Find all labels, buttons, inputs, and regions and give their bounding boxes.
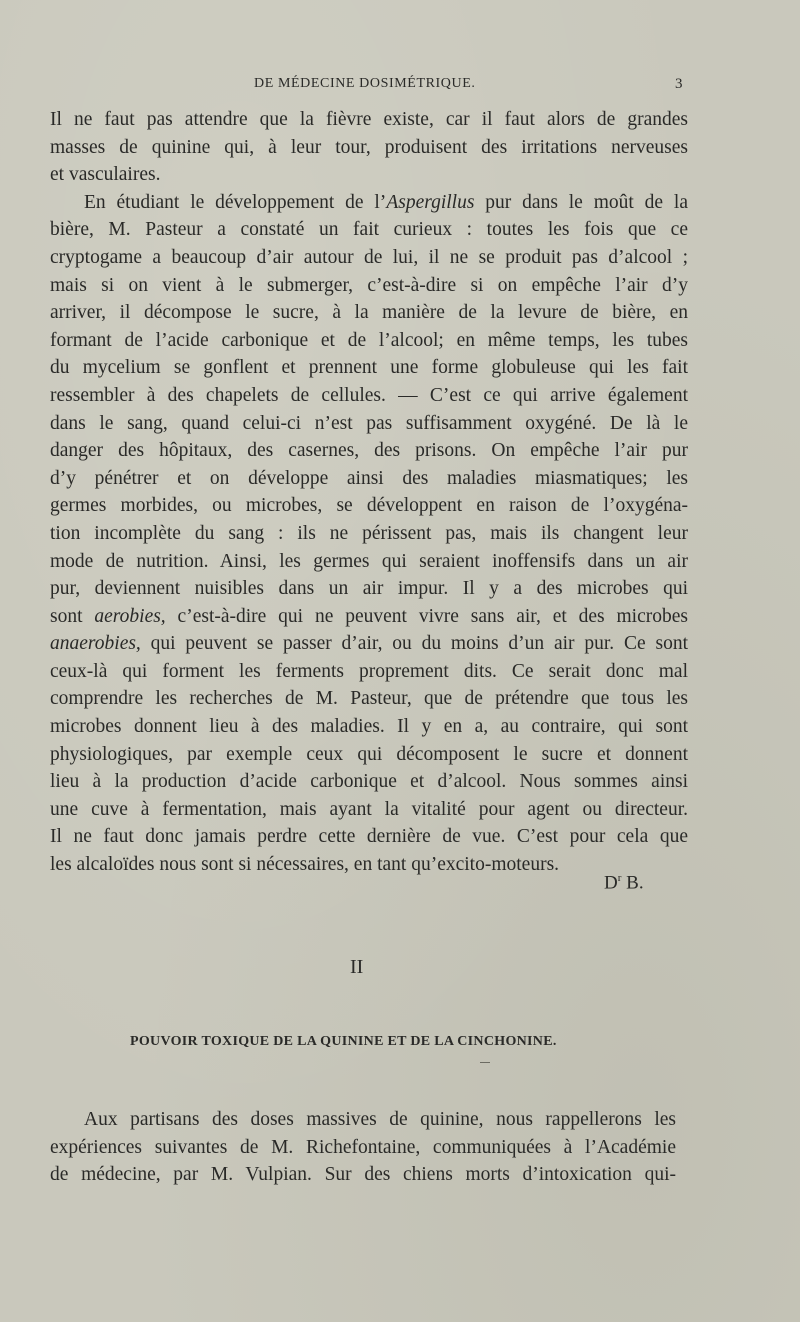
text-line: masses de quinine qui, à leur tour, produisent des irritations nerveuses: [50, 136, 688, 158]
text-line: Il ne faut pas attendre que la fièvre existe, car il faut alors de grandes: [50, 109, 688, 130]
text-line: sont aerobies, c’est-à-dire qui ne peuvent vivre sans air, et des microbes: [50, 605, 688, 627]
text-line: germes morbides, ou microbes, se développent en raison de l’oxygéna-: [50, 495, 688, 517]
text-line: ceux-là qui forment les ferments proprement dits. Ce serait donc mal: [50, 660, 688, 682]
text-line: du mycelium se gonflent et prennent une forme globuleuse qui les fait: [50, 357, 688, 379]
section-title: POUVOIR TOXIQUE DE LA QUININE ET DE LA CINCHONINE.: [130, 1034, 557, 1049]
text-line: En étudiant le développement de l’Aspergillus pur dans le moût de la: [84, 191, 688, 213]
text-line: bière, M. Pasteur a constaté un fait curieux : toutes les fois que ce: [50, 219, 688, 241]
text-line: dans le sang, quand celui-ci n’est pas suffisamment oxygéné. De là le: [50, 412, 688, 434]
italic-term: Aspergillus: [386, 191, 475, 213]
text-line: d’y pénétrer et on développe ainsi des maladies miasmatiques; les: [50, 467, 688, 489]
text-line: anaerobies, qui peuvent se passer d’air, ou du moins d’un air pur. Ce sont: [50, 633, 688, 655]
italic-term: aerobies,: [94, 605, 166, 627]
text-line: physiologiques, par exemple ceux qui décomposent le sucre et donnent: [50, 743, 688, 765]
main-text: [50, 106, 688, 879]
text-line: mais si on vient à le submerger, c’est-à-dire si on empêche l’air d’y: [50, 274, 688, 296]
running-title: DE MÉDECINE DOSIMÉTRIQUE.: [254, 76, 476, 91]
text-line: comprendre les recherches de M. Pasteur, que de prétendre que tous les: [50, 688, 688, 710]
section-number: II: [350, 956, 364, 978]
text-line: expériences suivantes de M. Richefontaine, communiquées à l’Académie: [50, 1136, 676, 1158]
section-text: [50, 1106, 676, 1189]
text-line: lieu à la production d’acide carbonique et d’alcool. Nous sommes ainsi: [50, 771, 688, 793]
page-number: 3: [675, 76, 683, 92]
text-line: microbes donnent lieu à des maladies. Il y en a, au contraire, qui sont: [50, 716, 688, 738]
title-underline: [480, 1062, 490, 1063]
text-line: pur, deviennent nuisibles dans un air impur. Il y a des microbes qui: [50, 578, 688, 600]
text-line: ressembler à des chapelets de cellules. — C’est ce qui arrive également: [50, 384, 688, 406]
text-line: cryptogame a beaucoup d’air autour de lui, il ne se produit pas d’alcool ;: [50, 246, 688, 268]
italic-term: anaerobies,: [50, 633, 141, 655]
author-signature: $D^r$ B.: [604, 872, 644, 894]
text-line: mode de nutrition. Ainsi, les germes qui seraient inoffensifs dans un air: [50, 550, 688, 572]
text-line: danger des hôpitaux, des casernes, des prisons. On empêche l’air pur: [50, 440, 688, 462]
text-line: tion incomplète du sang : ils ne périssent pas, mais ils changent leur: [50, 522, 688, 544]
text-line: de médecine, par M. Vulpian. Sur des chiens morts d’intoxication qui-: [50, 1164, 676, 1186]
text-line: et vasculaires.: [50, 164, 161, 186]
text-line: Il ne faut donc jamais perdre cette dernière de vue. C’est pour cela que: [50, 826, 688, 848]
text-line: Aux partisans des doses massives de quinine, nous rappellerons les: [84, 1109, 676, 1130]
text-line: les alcaloïdes nous sont si nécessaires, en tant qu’excito-moteurs.: [50, 854, 560, 876]
text-line: une cuve à fermentation, mais ayant la vitalité pour agent ou directeur.: [50, 798, 688, 820]
text-line: arriver, il décompose le sucre, à la manière de la levure de bière, en: [50, 302, 688, 324]
text-line: formant de l’acide carbonique et de l’alcool; en même temps, les tubes: [50, 329, 688, 351]
